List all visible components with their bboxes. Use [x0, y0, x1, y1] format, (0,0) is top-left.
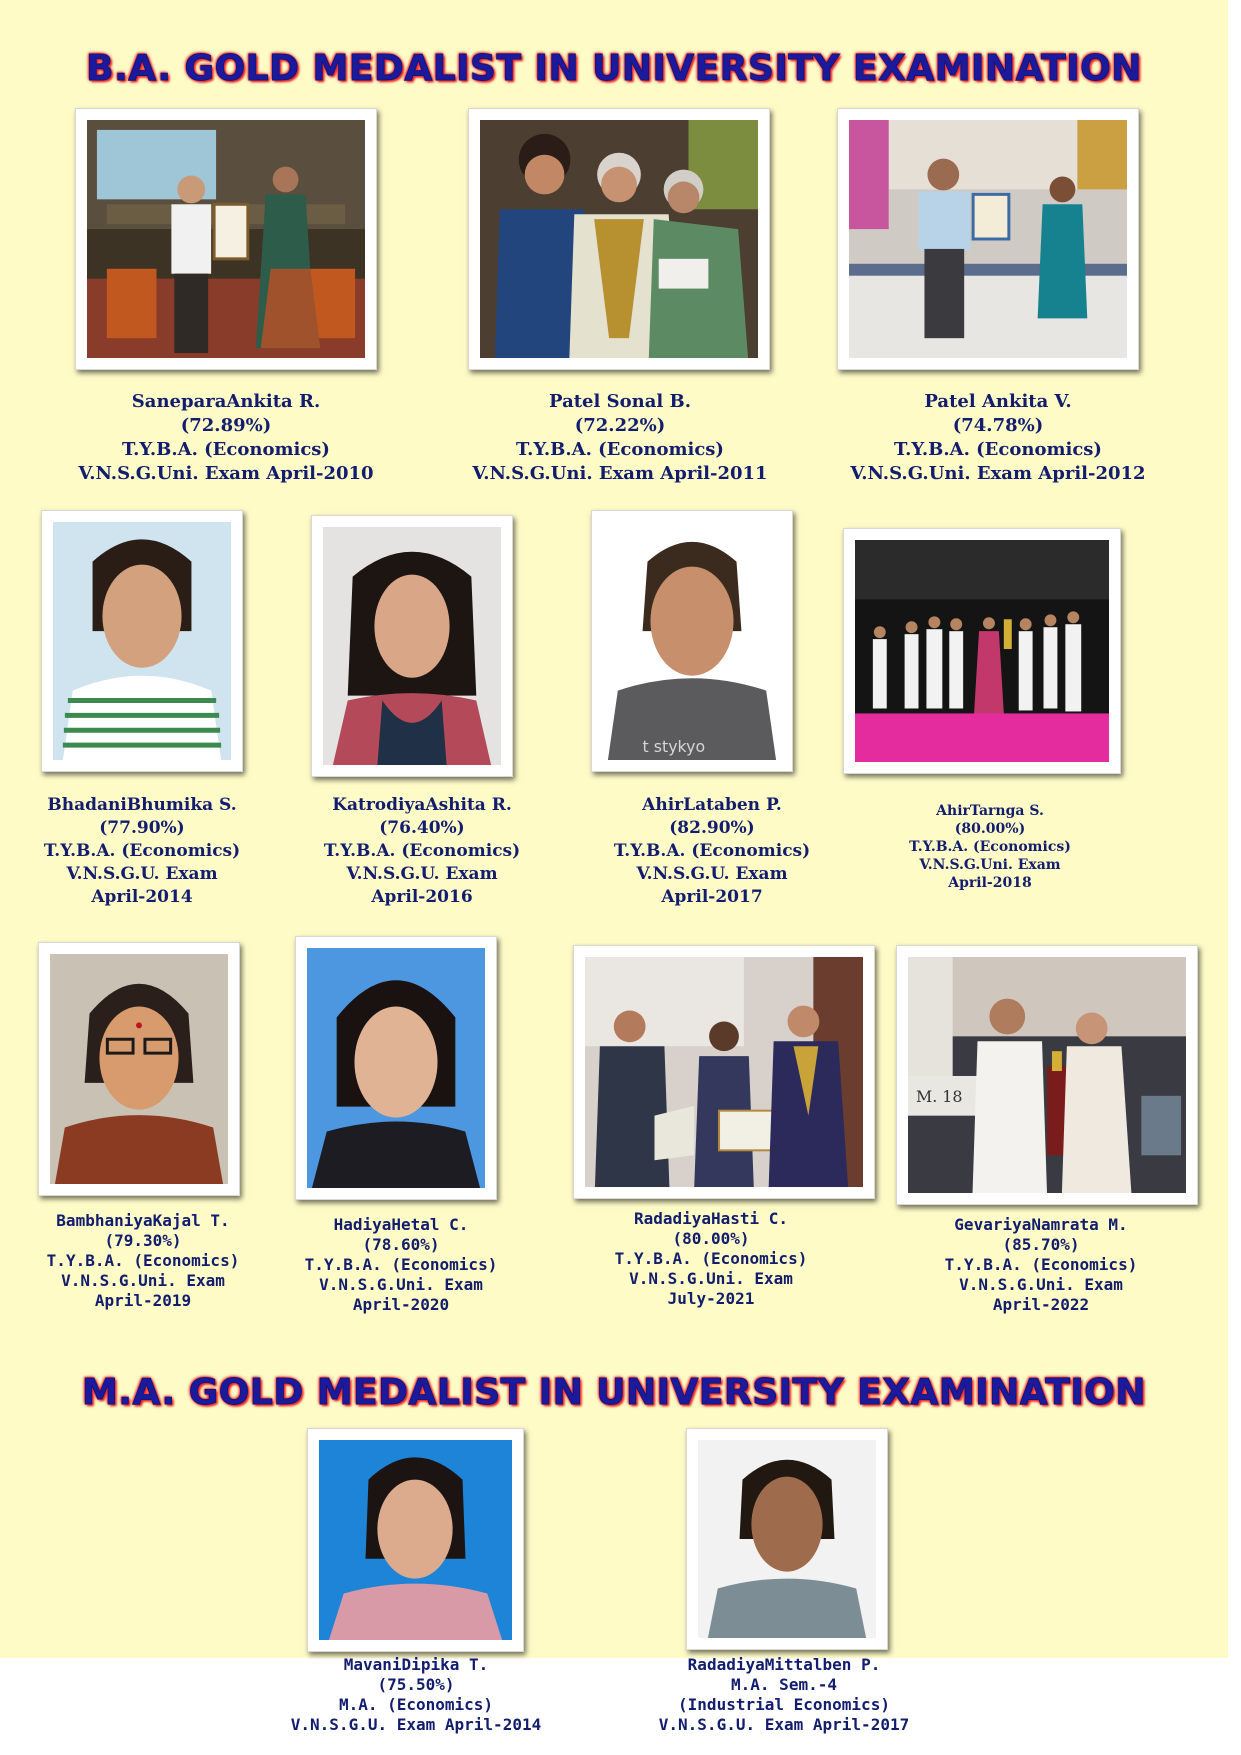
student-percent: (79.30%): [104, 1231, 182, 1250]
caption-ba-10: [596, 1209, 826, 1309]
medalist-photo-6: [591, 510, 793, 772]
caption-ba-6: [602, 794, 822, 909]
student-exam: V.N.S.G.Uni. Exam: [629, 1269, 793, 1288]
student-name: AhirTarnga S.: [936, 803, 1044, 819]
student-percent: (75.50%): [377, 1675, 455, 1694]
caption-ma-2: [604, 1655, 964, 1735]
student-name: RadadiyaHasti C.: [633, 1209, 789, 1228]
medalist-photo-10: [573, 945, 875, 1199]
medalist-photo-3: [837, 108, 1139, 370]
student-course: T.Y.B.A. (Economics): [122, 439, 330, 460]
medalist-photo-2: [468, 108, 770, 370]
student-exam-date: July-2021: [667, 1289, 755, 1308]
medalist-photo-4: [41, 510, 243, 772]
student-name: GevariyaNamrata M.: [954, 1215, 1128, 1234]
student-course: T.Y.B.A. (Economics): [909, 839, 1071, 855]
medalist-photo-7: [843, 528, 1121, 774]
student-semester: M.A. Sem.-4: [731, 1675, 837, 1694]
student-name: SaneparaAnkita R.: [131, 391, 321, 412]
student-exam: V.N.S.G.Uni. Exam April-2011: [472, 463, 768, 484]
student-percent: (76.40%): [379, 818, 465, 838]
caption-ba-5: [312, 794, 532, 909]
student-course: T.Y.B.A. (Economics): [46, 1251, 240, 1270]
caption-ma-1: [236, 1655, 596, 1735]
student-percent: (85.70%): [1002, 1235, 1080, 1254]
ba-section-heading: B.A. GOLD MEDALIST IN UNIVERSITY EXAMINATION: [86, 48, 1142, 89]
student-exam: V.N.S.G.U. Exam April-2017: [658, 1715, 910, 1734]
student-name: MavaniDipika T.: [343, 1655, 489, 1674]
student-name: HadiyaHetal C.: [333, 1215, 469, 1234]
student-exam-date: April-2014: [91, 887, 193, 907]
student-percent: (72.89%): [180, 415, 272, 436]
student-exam: V.N.S.G.Uni. Exam: [959, 1275, 1123, 1294]
student-name: Patel Ankita V.: [924, 391, 1072, 412]
caption-ba-9: [286, 1215, 516, 1315]
student-course: T.Y.B.A. (Economics): [613, 841, 811, 861]
caption-ba-3: [838, 390, 1158, 486]
student-exam: V.N.S.G.Uni. Exam: [919, 857, 1061, 873]
student-course: T.Y.B.A. (Economics): [323, 841, 521, 861]
student-percent: (82.90%): [669, 818, 755, 838]
student-course: M.A. (Economics): [338, 1695, 494, 1714]
student-name: Patel Sonal B.: [549, 391, 691, 412]
student-exam: V.N.S.G.U. Exam: [636, 864, 788, 884]
caption-ba-7: [890, 802, 1090, 892]
student-course: T.Y.B.A. (Economics): [614, 1249, 808, 1268]
caption-ba-8: [28, 1211, 258, 1311]
student-course: (Industrial Economics): [678, 1695, 890, 1714]
student-course: T.Y.B.A. (Economics): [516, 439, 724, 460]
student-name: RadadiyaMittalben P.: [687, 1655, 881, 1674]
student-course: T.Y.B.A. (Economics): [304, 1255, 498, 1274]
student-course: T.Y.B.A. (Economics): [43, 841, 241, 861]
student-exam-date: April-2020: [352, 1295, 450, 1314]
student-name: BhadaniBhumika S.: [47, 795, 237, 815]
caption-ba-2: [460, 390, 780, 486]
student-exam: V.N.S.G.Uni. Exam April-2010: [78, 463, 374, 484]
shirt-text: t stykyo: [642, 737, 706, 757]
medalist-photo-ma-2: [686, 1428, 888, 1650]
medalist-photo-11: [896, 945, 1198, 1205]
student-exam-date: April-2016: [371, 887, 473, 907]
student-exam: V.N.S.G.U. Exam: [346, 864, 498, 884]
student-name: BambhaniyaKajal T.: [56, 1211, 230, 1230]
student-exam: V.N.S.G.Uni. Exam: [319, 1275, 483, 1294]
student-course: T.Y.B.A. (Economics): [944, 1255, 1138, 1274]
banner-text: M. 18: [915, 1086, 963, 1106]
student-percent: (74.78%): [952, 415, 1044, 436]
medalist-photo-8: [38, 942, 240, 1196]
student-percent: (80.00%): [672, 1229, 750, 1248]
student-exam: V.N.S.G.Uni. Exam: [61, 1271, 225, 1290]
student-exam-date: April-2018: [948, 875, 1032, 891]
caption-ba-11: [926, 1215, 1156, 1315]
student-exam: V.N.S.G.Uni. Exam April-2012: [850, 463, 1146, 484]
medalist-photo-ma-1: [307, 1428, 524, 1652]
caption-ba-1: [76, 390, 376, 486]
student-exam: V.N.S.G.U. Exam April-2014: [290, 1715, 542, 1734]
student-exam-date: April-2017: [661, 887, 763, 907]
student-name: AhirLataben P.: [642, 795, 782, 815]
student-course: T.Y.B.A. (Economics): [894, 439, 1102, 460]
student-percent: (80.00%): [954, 821, 1026, 837]
student-percent: (78.60%): [362, 1235, 440, 1254]
caption-ba-4: [32, 794, 252, 909]
student-exam: V.N.S.G.U. Exam: [66, 864, 218, 884]
student-exam-date: April-2022: [992, 1295, 1090, 1314]
medalist-photo-5: [311, 515, 513, 777]
student-exam-date: April-2019: [94, 1291, 192, 1310]
medalist-photo-9: [295, 936, 497, 1200]
student-percent: (72.22%): [574, 415, 666, 436]
medalist-photo-1: [75, 108, 377, 370]
student-percent: (77.90%): [99, 818, 185, 838]
ma-section-heading: M.A. GOLD MEDALIST IN UNIVERSITY EXAMINATION: [81, 1372, 1147, 1413]
student-name: KatrodiyaAshita R.: [332, 795, 512, 815]
